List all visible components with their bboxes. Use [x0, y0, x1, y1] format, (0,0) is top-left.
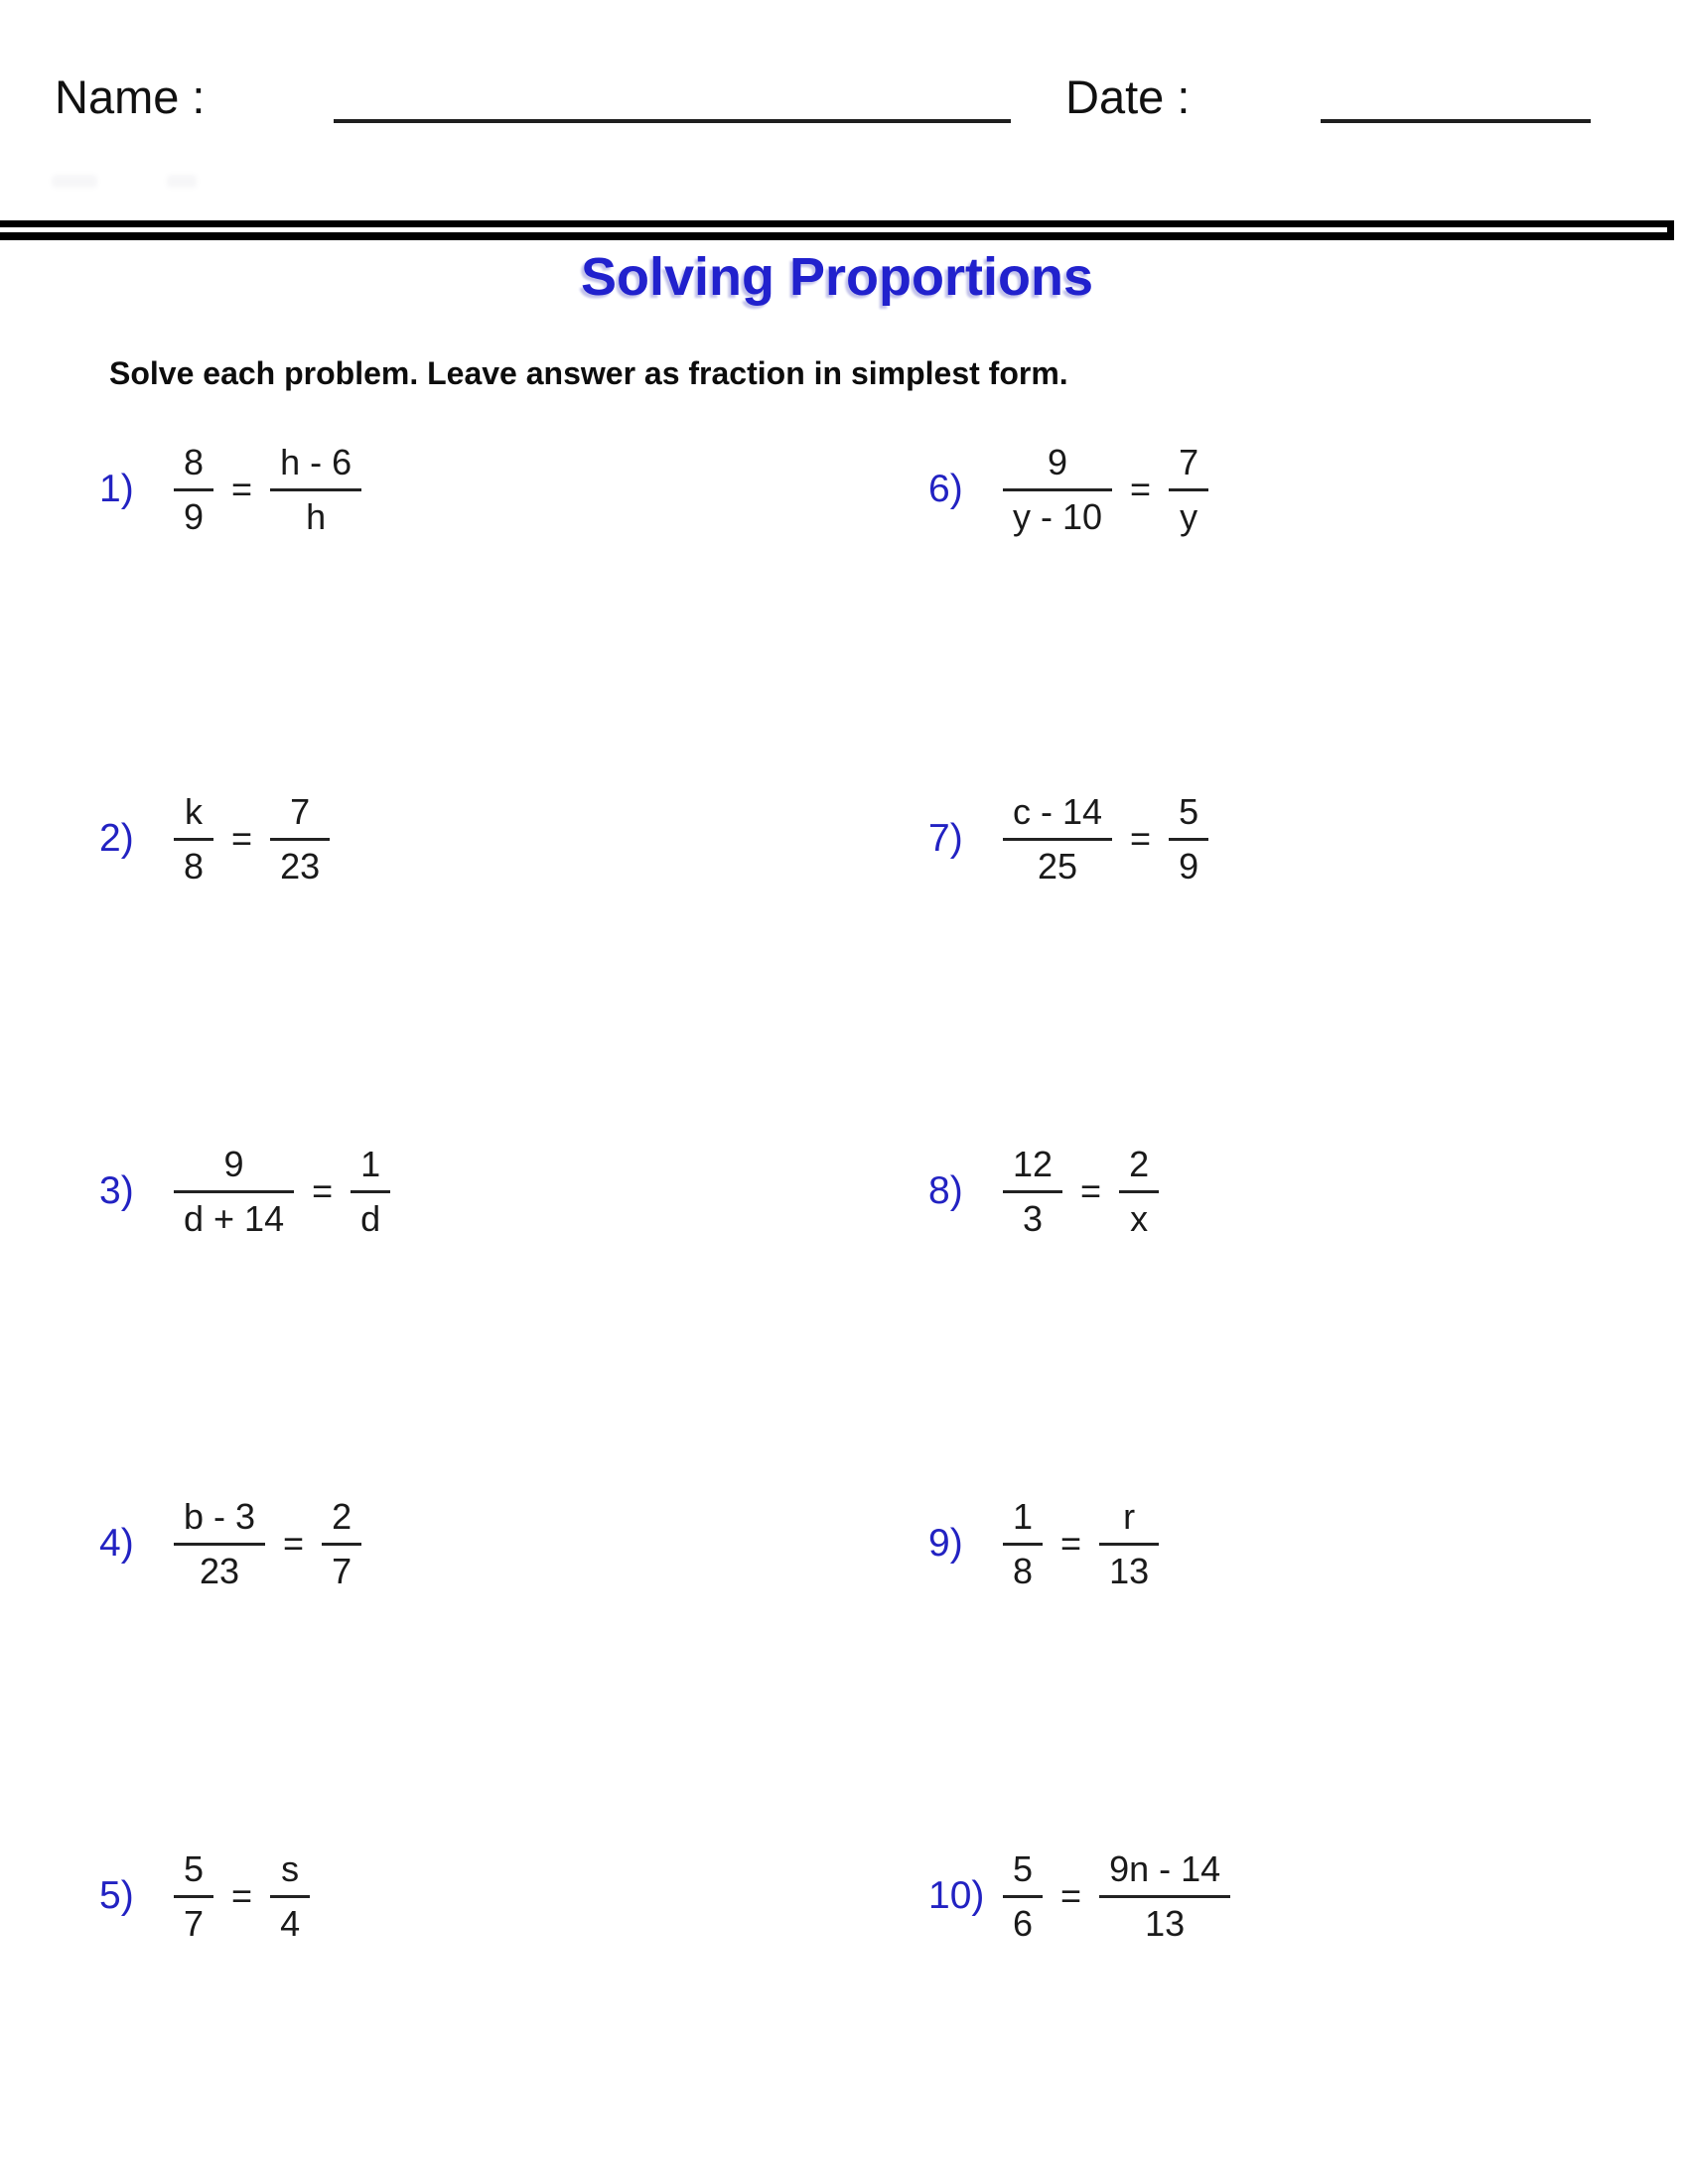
fraction-denominator: y - 10	[1013, 496, 1103, 537]
fraction-rhs	[351, 1144, 390, 1240]
fraction-denominator: d	[360, 1198, 381, 1239]
problem-number: 2)	[99, 817, 134, 860]
fraction-numerator: 7	[270, 791, 330, 841]
fraction-rhs	[1099, 1496, 1159, 1592]
fraction-lhs	[174, 1496, 265, 1592]
fraction-numerator: 8	[174, 442, 213, 491]
fraction-denominator: 23	[200, 1551, 240, 1591]
name-label: Name :	[55, 70, 206, 123]
fraction-numerator: b - 3	[174, 1496, 265, 1546]
fraction-rhs	[1169, 791, 1208, 887]
fraction-rhs	[1119, 1144, 1159, 1240]
fraction-denominator: x	[1130, 1198, 1149, 1239]
fraction-numerator: 7	[1169, 442, 1208, 491]
name-underline	[334, 119, 1011, 123]
fraction-denominator: 3	[1023, 1198, 1044, 1239]
fraction-lhs	[174, 442, 213, 538]
fraction-numerator: 9	[174, 1144, 294, 1193]
fraction-denominator: 23	[280, 846, 321, 887]
equals-sign: =	[1130, 469, 1152, 509]
fraction-numerator: 12	[1003, 1144, 1062, 1193]
fraction-numerator: h - 6	[270, 442, 361, 491]
problem-number: 1)	[99, 468, 134, 510]
date-label: Date :	[1065, 70, 1191, 123]
equals-sign: =	[1060, 1875, 1082, 1916]
problem-number: 9)	[928, 1522, 963, 1565]
fraction-lhs	[1003, 791, 1112, 887]
fraction-denominator: d + 14	[184, 1198, 285, 1239]
fraction-rhs	[270, 791, 330, 887]
fraction-rhs	[322, 1496, 361, 1592]
faint-smudge	[167, 175, 197, 188]
fraction-numerator: 5	[1169, 791, 1208, 841]
fraction-denominator: 7	[332, 1551, 352, 1591]
fraction-lhs	[1003, 1848, 1043, 1945]
equals-sign: =	[231, 818, 253, 859]
fraction-lhs	[174, 1848, 213, 1945]
fraction-denominator: y	[1180, 496, 1198, 537]
fraction-denominator: 9	[1179, 846, 1199, 887]
fraction-numerator: 1	[1003, 1496, 1043, 1546]
fraction-denominator: 4	[280, 1903, 301, 1944]
problem-number: 3)	[99, 1169, 134, 1212]
problem-row	[99, 779, 330, 898]
problem-number: 10)	[928, 1874, 985, 1917]
fraction-numerator: r	[1099, 1496, 1159, 1546]
fraction-denominator: 25	[1038, 846, 1078, 887]
fraction-denominator: 8	[1013, 1551, 1034, 1591]
problem-number: 5)	[99, 1874, 134, 1917]
problem-row	[99, 1132, 390, 1251]
problem-row	[928, 1837, 1230, 1956]
equals-sign: =	[1060, 1523, 1082, 1564]
problem-number: 4)	[99, 1522, 134, 1565]
problem-number: 7)	[928, 817, 963, 860]
header-divider-rule	[0, 220, 1674, 240]
fraction-numerator: k	[174, 791, 213, 841]
fraction-denominator: h	[306, 496, 327, 537]
fraction-numerator: 1	[351, 1144, 390, 1193]
problem-number: 6)	[928, 468, 963, 510]
fraction-lhs	[174, 791, 213, 887]
equals-sign: =	[1130, 818, 1152, 859]
problem-row	[99, 430, 361, 549]
fraction-rhs	[1169, 442, 1208, 538]
problem-row	[928, 1484, 1159, 1603]
fraction-denominator: 7	[184, 1903, 205, 1944]
fraction-numerator: 2	[1119, 1144, 1159, 1193]
faint-smudge	[52, 175, 97, 188]
fraction-numerator: 9	[1003, 442, 1112, 491]
fraction-denominator: 13	[1145, 1903, 1186, 1944]
fraction-lhs	[1003, 1496, 1043, 1592]
fraction-lhs	[1003, 442, 1112, 538]
fraction-lhs	[174, 1144, 294, 1240]
fraction-numerator: 5	[174, 1848, 213, 1898]
problem-row	[928, 779, 1208, 898]
problem-row	[99, 1484, 361, 1603]
fraction-denominator: 6	[1013, 1903, 1034, 1944]
equals-sign: =	[1080, 1170, 1102, 1211]
fraction-denominator: 8	[184, 846, 205, 887]
problem-number: 8)	[928, 1169, 963, 1212]
fraction-denominator: 13	[1109, 1551, 1150, 1591]
problem-row	[99, 1837, 310, 1956]
instructions-text: Solve each problem. Leave answer as fraction in simplest form.	[109, 355, 1068, 391]
fraction-numerator: 9n - 14	[1099, 1848, 1230, 1898]
equals-sign: =	[231, 469, 253, 509]
equals-sign: =	[283, 1523, 305, 1564]
page-title: Solving Proportions	[580, 247, 1093, 307]
fraction-denominator: 9	[184, 496, 205, 537]
fraction-rhs	[270, 1848, 310, 1945]
equals-sign: =	[312, 1170, 334, 1211]
fraction-rhs	[1099, 1848, 1230, 1945]
fraction-numerator: c - 14	[1003, 791, 1112, 841]
fraction-numerator: s	[270, 1848, 310, 1898]
fraction-rhs	[270, 442, 361, 538]
date-underline	[1321, 119, 1591, 123]
problem-row	[928, 1132, 1159, 1251]
fraction-numerator: 5	[1003, 1848, 1043, 1898]
problem-row	[928, 430, 1208, 549]
fraction-numerator: 2	[322, 1496, 361, 1546]
fraction-lhs	[1003, 1144, 1062, 1240]
equals-sign: =	[231, 1875, 253, 1916]
